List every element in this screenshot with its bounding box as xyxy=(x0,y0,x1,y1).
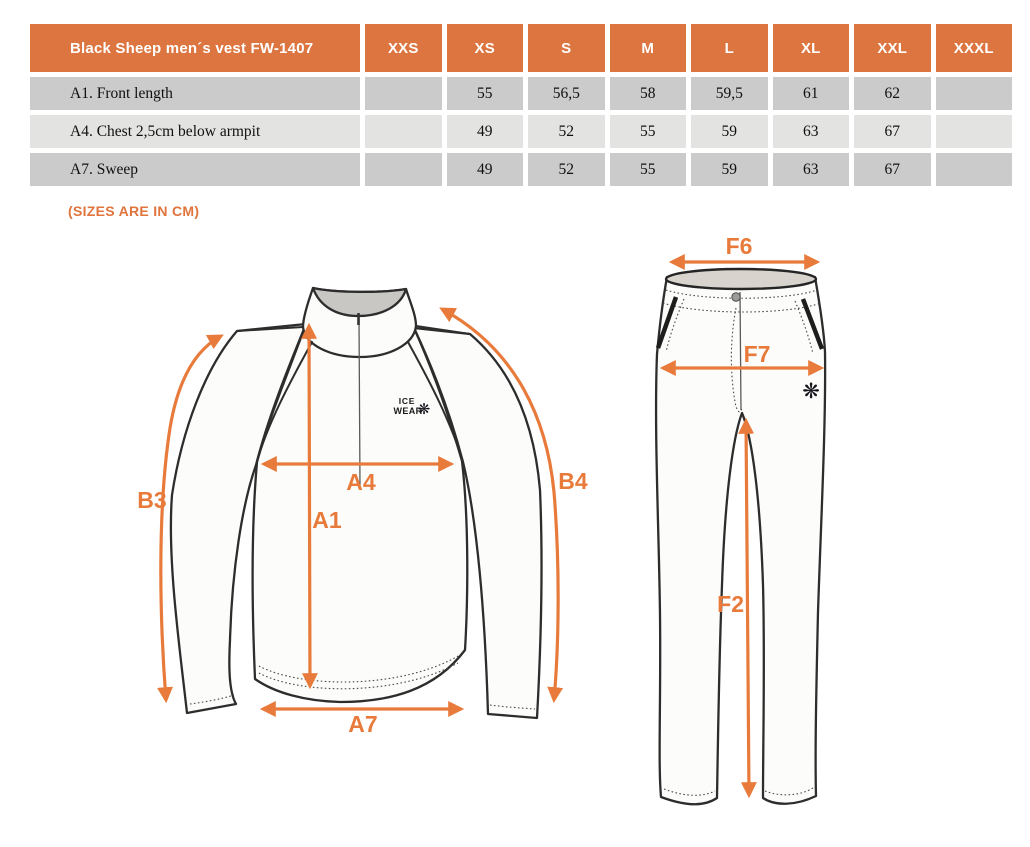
measure-label-f6: F6 xyxy=(725,233,753,259)
table-cell xyxy=(365,77,442,110)
snowflake-icon: ❋ xyxy=(802,379,820,403)
table-cell: 55 xyxy=(610,153,687,186)
table-cell: 55 xyxy=(447,77,524,110)
table-cell: 63 xyxy=(773,115,850,148)
garment-measurement-diagram xyxy=(0,230,1030,847)
table-header-cell-xs: XS xyxy=(447,24,524,72)
table-cell: 58 xyxy=(610,77,687,110)
table-cell: 59 xyxy=(691,115,768,148)
table-cell: 61 xyxy=(773,77,850,110)
measure-arrow-a1 xyxy=(309,326,310,686)
table-cell xyxy=(936,77,1013,110)
brand-logo-line1: ICE xyxy=(398,396,416,406)
table-cell: 52 xyxy=(528,153,605,186)
table-header-cell-xxl: XXL xyxy=(854,24,931,72)
table-cell: 56,5 xyxy=(528,77,605,110)
row-label-a1: A1. Front length xyxy=(30,77,360,110)
table-cell xyxy=(365,153,442,186)
snowflake-icon: ❋ xyxy=(417,400,431,418)
waist-button xyxy=(732,293,740,301)
size-table xyxy=(30,24,1012,186)
pants-waist-opening xyxy=(666,269,816,289)
table-cell: 59,5 xyxy=(691,77,768,110)
table-title-cell: Black Sheep men´s vest FW-1407 xyxy=(30,24,360,72)
measure-label-b4: B4 xyxy=(558,468,588,494)
measure-label-a7: A7 xyxy=(348,711,378,737)
measure-arrow-f2 xyxy=(746,421,749,795)
table-cell: 62 xyxy=(854,77,931,110)
row-label-a4: A4. Chest 2,5cm below armpit xyxy=(30,115,360,148)
table-cell: 55 xyxy=(610,115,687,148)
table-cell: 52 xyxy=(528,115,605,148)
measure-label-f2: F2 xyxy=(717,591,744,617)
brand-logo xyxy=(393,396,430,418)
table-cell xyxy=(936,115,1013,148)
table-cell: 67 xyxy=(854,153,931,186)
measure-label-f7: F7 xyxy=(743,341,771,367)
sizes-unit-note: (SIZES ARE IN CM) xyxy=(68,203,200,219)
table-header-cell-xxxl: XXXL xyxy=(936,24,1013,72)
pants-drawing xyxy=(656,233,825,804)
table-header-cell-l: L xyxy=(691,24,768,72)
table-cell: 63 xyxy=(773,153,850,186)
table-cell xyxy=(936,153,1013,186)
table-header-cell-s: S xyxy=(528,24,605,72)
table-cell: 49 xyxy=(447,153,524,186)
measure-label-b3: B3 xyxy=(137,487,167,513)
table-header-cell-xl: XL xyxy=(773,24,850,72)
table-header-cell-xxs: XXS xyxy=(365,24,442,72)
table-cell: 49 xyxy=(447,115,524,148)
vest-drawing xyxy=(137,288,588,737)
measure-label-a4: A4 xyxy=(346,469,376,495)
table-cell xyxy=(365,115,442,148)
measure-label-a1: A1 xyxy=(312,507,342,533)
table-cell: 59 xyxy=(691,153,768,186)
brand-logo-line2: WEAR xyxy=(393,406,423,416)
row-label-a7: A7. Sweep xyxy=(30,153,360,186)
table-cell: 67 xyxy=(854,115,931,148)
table-header-cell-m: M xyxy=(610,24,687,72)
